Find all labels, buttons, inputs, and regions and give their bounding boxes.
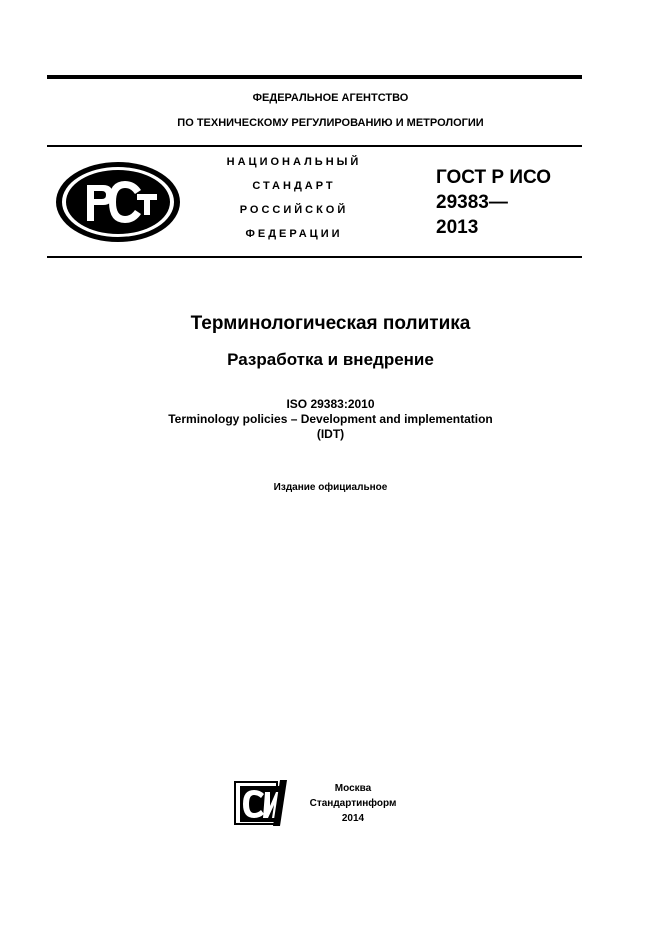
publisher-name: Стандартинформ [309,798,397,809]
designation-line-1: ГОСТ Р ИСО [436,167,552,188]
document-subtitle: Разработка и внедрение [227,350,434,369]
iso-degree: (IDT) [316,427,345,441]
top-rule [47,75,582,79]
agency-name-line-2: ПО ТЕХНИЧЕСКОМУ РЕГУЛИРОВАНИЮ И МЕТРОЛОГИИ [177,117,484,129]
agency-name-line-1: ФЕДЕРАЛЬНОЕ АГЕНТСТВО [252,92,409,104]
publisher-city: Москва [334,783,372,794]
designation-line-3: 2013 [436,217,479,238]
designation-line-2: 29383— [436,192,508,213]
document-title: Терминологическая политика [190,313,471,334]
standard-label-line-1: НАЦИОНАЛЬНЫЙ [226,156,362,168]
edition-note: Издание официальное [273,482,388,493]
standartinform-logo-icon [234,778,288,828]
standard-label-line-4: ФЕДЕРАЦИИ [245,228,343,240]
gost-r-logo-icon [53,159,183,245]
iso-number: ISO 29383:2010 [286,397,375,411]
iso-title: Terminology policies – Development and implementation [168,412,493,426]
bottom-rule [47,256,582,258]
standard-label-line-3: РОССИЙСКОЙ [239,204,349,216]
middle-rule [47,145,582,147]
publication-year: 2014 [341,813,365,824]
standard-label-line-2: СТАНДАРТ [252,180,336,192]
